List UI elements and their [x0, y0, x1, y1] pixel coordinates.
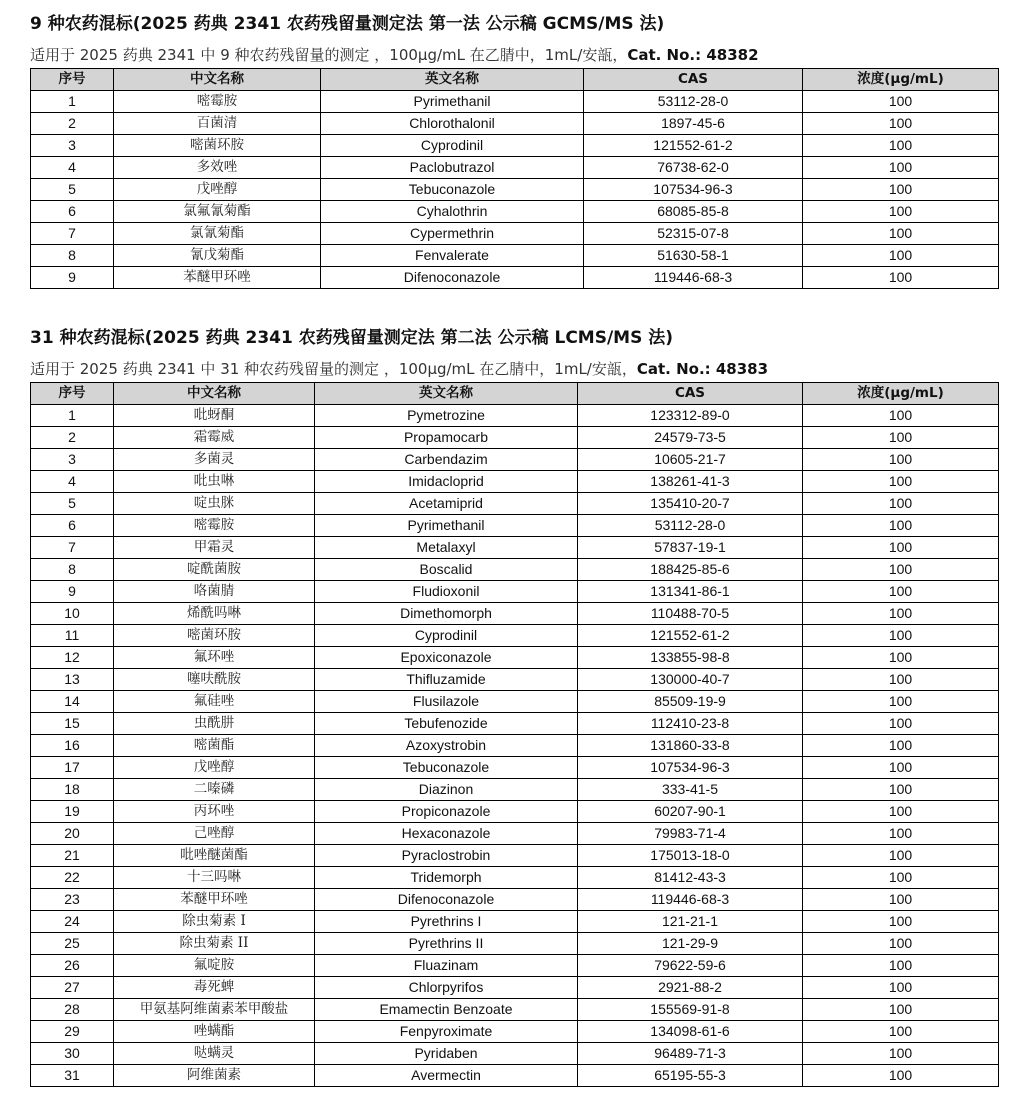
cell-concentration: 100 — [803, 405, 999, 427]
cell-cas: 134098-61-6 — [578, 1021, 803, 1043]
cell-concentration: 100 — [803, 157, 999, 179]
cell-english-name: Fenpyroximate — [315, 1021, 578, 1043]
cell-cas: 107534-96-3 — [578, 757, 803, 779]
cell-concentration: 100 — [803, 267, 999, 289]
cell-english-name: Azoxystrobin — [315, 735, 578, 757]
cell-cas: 112410-23-8 — [578, 713, 803, 735]
cell-chinese-name: 苯醚甲环唑 — [114, 889, 315, 911]
cell-cas: 135410-20-7 — [578, 493, 803, 515]
cell-concentration: 100 — [803, 1021, 999, 1043]
table-row — [31, 157, 999, 179]
table-row — [31, 691, 999, 713]
table-row — [31, 201, 999, 223]
cell-cas: 96489-71-3 — [578, 1043, 803, 1065]
cell-index: 9 — [31, 581, 114, 603]
table-row — [31, 757, 999, 779]
subtitle-text: 适用于 2025 药典 2341 中 31 种农药残留量的测定 ，100μg/mL 在乙腈中，1mL/安瓿， — [30, 360, 637, 378]
cell-chinese-name: 多菌灵 — [114, 449, 315, 471]
cell-index: 17 — [31, 757, 114, 779]
cell-index: 3 — [31, 449, 114, 471]
cell-concentration: 100 — [803, 581, 999, 603]
cell-concentration: 100 — [803, 691, 999, 713]
cell-concentration: 100 — [803, 867, 999, 889]
cell-chinese-name: 氰戊菊酯 — [114, 245, 321, 267]
table-row — [31, 493, 999, 515]
cell-index: 28 — [31, 999, 114, 1021]
cell-chinese-name: 除虫菊素 I — [114, 911, 315, 933]
header-cas: CAS — [578, 383, 803, 405]
cell-chinese-name: 哒螨灵 — [114, 1043, 315, 1065]
cell-concentration: 100 — [803, 537, 999, 559]
cell-index: 24 — [31, 911, 114, 933]
cell-concentration: 100 — [803, 427, 999, 449]
table-row — [31, 911, 999, 933]
cell-concentration: 100 — [803, 1043, 999, 1065]
cell-chinese-name: 阿维菌素 — [114, 1065, 315, 1087]
table-row — [31, 113, 999, 135]
cell-cas: 76738-62-0 — [584, 157, 803, 179]
cell-index: 20 — [31, 823, 114, 845]
cell-chinese-name: 多效唑 — [114, 157, 321, 179]
cell-english-name: Propamocarb — [315, 427, 578, 449]
cell-concentration: 100 — [803, 603, 999, 625]
cell-concentration: 100 — [803, 801, 999, 823]
table-row — [31, 801, 999, 823]
cell-concentration: 100 — [803, 933, 999, 955]
cell-chinese-name: 氟啶胺 — [114, 955, 315, 977]
table-row — [31, 405, 999, 427]
header-index: 序号 — [31, 383, 114, 405]
cell-english-name: Emamectin Benzoate — [315, 999, 578, 1021]
cell-english-name: Diazinon — [315, 779, 578, 801]
cell-concentration: 100 — [803, 779, 999, 801]
cell-index: 5 — [31, 179, 114, 201]
table-row — [31, 1065, 999, 1087]
cell-index: 10 — [31, 603, 114, 625]
table-row — [31, 135, 999, 157]
cell-concentration: 100 — [803, 471, 999, 493]
cell-cas: 155569-91-8 — [578, 999, 803, 1021]
cell-english-name: Pyraclostrobin — [315, 845, 578, 867]
cell-english-name: Epoxiconazole — [315, 647, 578, 669]
cell-cas: 81412-43-3 — [578, 867, 803, 889]
cell-chinese-name: 嘧霉胺 — [114, 91, 321, 113]
cell-concentration: 100 — [803, 559, 999, 581]
cell-english-name: Thifluzamide — [315, 669, 578, 691]
table-row — [31, 427, 999, 449]
cell-concentration: 100 — [803, 515, 999, 537]
cell-english-name: Tebuconazole — [315, 757, 578, 779]
cell-index: 26 — [31, 955, 114, 977]
cell-cas: 24579-73-5 — [578, 427, 803, 449]
cell-index: 7 — [31, 537, 114, 559]
cell-chinese-name: 丙环唑 — [114, 801, 315, 823]
section-subtitle — [30, 44, 998, 66]
cell-index: 6 — [31, 201, 114, 223]
cell-cas: 121552-61-2 — [578, 625, 803, 647]
cell-index: 4 — [31, 471, 114, 493]
table-row — [31, 1021, 999, 1043]
cell-chinese-name: 吡蚜酮 — [114, 405, 315, 427]
cell-chinese-name: 霜霉威 — [114, 427, 315, 449]
cell-chinese-name: 二嗪磷 — [114, 779, 315, 801]
cell-cas: 188425-85-6 — [578, 559, 803, 581]
cell-chinese-name: 苯醚甲环唑 — [114, 267, 321, 289]
cell-index: 21 — [31, 845, 114, 867]
cell-concentration: 100 — [803, 179, 999, 201]
cell-chinese-name: 十三吗啉 — [114, 867, 315, 889]
table-row — [31, 845, 999, 867]
cell-index: 8 — [31, 559, 114, 581]
cell-index: 25 — [31, 933, 114, 955]
table-row — [31, 647, 999, 669]
cell-concentration: 100 — [803, 955, 999, 977]
cell-index: 12 — [31, 647, 114, 669]
cell-index: 30 — [31, 1043, 114, 1065]
cell-chinese-name: 吡唑醚菌酯 — [114, 845, 315, 867]
cell-english-name: Pyrimethanil — [321, 91, 584, 113]
cell-english-name: Tebuconazole — [321, 179, 584, 201]
header-chinese-name: 中文名称 — [114, 69, 321, 91]
cell-index: 22 — [31, 867, 114, 889]
cell-cas: 79983-71-4 — [578, 823, 803, 845]
cell-english-name: Paclobutrazol — [321, 157, 584, 179]
cell-concentration: 100 — [803, 977, 999, 999]
cell-concentration: 100 — [803, 845, 999, 867]
cell-english-name: Pyrethrins II — [315, 933, 578, 955]
cell-cas: 107534-96-3 — [584, 179, 803, 201]
section-title: 9 种农药混标(2025 药典 2341 农药残留量测定法 第一法 公示稿 GCMS/MS 法) — [30, 14, 665, 34]
cell-chinese-name: 唑螨酯 — [114, 1021, 315, 1043]
table-row — [31, 471, 999, 493]
cell-concentration: 100 — [803, 223, 999, 245]
cell-english-name: Tridemorph — [315, 867, 578, 889]
cell-index: 15 — [31, 713, 114, 735]
table-row — [31, 977, 999, 999]
table-row — [31, 823, 999, 845]
cell-concentration: 100 — [803, 1065, 999, 1087]
table-row — [31, 779, 999, 801]
cell-cas: 79622-59-6 — [578, 955, 803, 977]
compound-table — [30, 382, 999, 1087]
table-header-row — [31, 383, 999, 405]
cell-chinese-name: 虫酰肼 — [114, 713, 315, 735]
section-title: 31 种农药混标(2025 药典 2341 农药残留量测定法 第二法 公示稿 LCMS/MS 法) — [30, 328, 674, 348]
cell-english-name: Cypermethrin — [321, 223, 584, 245]
table-row — [31, 603, 999, 625]
cell-cas: 121-29-9 — [578, 933, 803, 955]
cell-index: 31 — [31, 1065, 114, 1087]
cell-english-name: Metalaxyl — [315, 537, 578, 559]
table-row — [31, 559, 999, 581]
header-english-name: 英文名称 — [315, 383, 578, 405]
header-english-name: 英文名称 — [321, 69, 584, 91]
cell-english-name: Difenoconazole — [315, 889, 578, 911]
cell-concentration: 100 — [803, 449, 999, 471]
cell-cas: 85509-19-9 — [578, 691, 803, 713]
table-row — [31, 267, 999, 289]
cell-cas: 138261-41-3 — [578, 471, 803, 493]
cell-index: 14 — [31, 691, 114, 713]
cell-concentration: 100 — [803, 999, 999, 1021]
cell-english-name: Cyhalothrin — [321, 201, 584, 223]
cell-english-name: Dimethomorph — [315, 603, 578, 625]
cell-index: 5 — [31, 493, 114, 515]
cell-concentration: 100 — [803, 245, 999, 267]
cell-index: 1 — [31, 91, 114, 113]
cell-index: 23 — [31, 889, 114, 911]
cell-cas: 10605-21-7 — [578, 449, 803, 471]
cell-cas: 121552-61-2 — [584, 135, 803, 157]
cell-index: 2 — [31, 427, 114, 449]
header-concentration: 浓度(μg/mL) — [803, 69, 999, 91]
table-row — [31, 515, 999, 537]
cell-english-name: Hexaconazole — [315, 823, 578, 845]
cell-english-name: Flusilazole — [315, 691, 578, 713]
table-row — [31, 735, 999, 757]
cell-concentration: 100 — [803, 201, 999, 223]
table-row — [31, 625, 999, 647]
cell-chinese-name: 甲氨基阿维菌素苯甲酸盐 — [114, 999, 315, 1021]
cell-index: 2 — [31, 113, 114, 135]
cell-cas: 52315-07-8 — [584, 223, 803, 245]
cell-concentration: 100 — [803, 493, 999, 515]
cell-cas: 1897-45-6 — [584, 113, 803, 135]
table-row — [31, 889, 999, 911]
cell-english-name: Pyrimethanil — [315, 515, 578, 537]
cell-concentration: 100 — [803, 647, 999, 669]
cell-chinese-name: 毒死蜱 — [114, 977, 315, 999]
cell-english-name: Fludioxonil — [315, 581, 578, 603]
cell-chinese-name: 嘧菌环胺 — [114, 625, 315, 647]
cell-cas: 53112-28-0 — [584, 91, 803, 113]
cell-english-name: Pyridaben — [315, 1043, 578, 1065]
cell-concentration: 100 — [803, 757, 999, 779]
cell-index: 7 — [31, 223, 114, 245]
cell-index: 29 — [31, 1021, 114, 1043]
table-row — [31, 1043, 999, 1065]
cell-english-name: Fluazinam — [315, 955, 578, 977]
table-row — [31, 933, 999, 955]
table-row — [31, 581, 999, 603]
table-row — [31, 223, 999, 245]
cell-chinese-name: 吡虫啉 — [114, 471, 315, 493]
cell-chinese-name: 除虫菊素 II — [114, 933, 315, 955]
table-row — [31, 713, 999, 735]
cell-cas: 123312-89-0 — [578, 405, 803, 427]
cell-index: 19 — [31, 801, 114, 823]
cell-index: 1 — [31, 405, 114, 427]
cell-index: 8 — [31, 245, 114, 267]
cell-concentration: 100 — [803, 91, 999, 113]
cell-cas: 175013-18-0 — [578, 845, 803, 867]
cell-chinese-name: 氯氟氰菊酯 — [114, 201, 321, 223]
cell-cas: 119446-68-3 — [578, 889, 803, 911]
cell-english-name: Chlorpyrifos — [315, 977, 578, 999]
table-row — [31, 91, 999, 113]
table-row — [31, 179, 999, 201]
table-row — [31, 449, 999, 471]
cell-english-name: Pymetrozine — [315, 405, 578, 427]
cell-cas: 57837-19-1 — [578, 537, 803, 559]
cell-english-name: Fenvalerate — [321, 245, 584, 267]
table-row — [31, 669, 999, 691]
cell-english-name: Pyrethrins I — [315, 911, 578, 933]
cell-cas: 2921-88-2 — [578, 977, 803, 999]
cell-chinese-name: 啶酰菌胺 — [114, 559, 315, 581]
cell-cas: 60207-90-1 — [578, 801, 803, 823]
header-concentration: 浓度(μg/mL) — [803, 383, 999, 405]
cell-cas: 133855-98-8 — [578, 647, 803, 669]
table-row — [31, 537, 999, 559]
table-header-row — [31, 69, 999, 91]
table-row — [31, 245, 999, 267]
cell-english-name: Chlorothalonil — [321, 113, 584, 135]
cell-cas: 68085-85-8 — [584, 201, 803, 223]
cell-english-name: Boscalid — [315, 559, 578, 581]
cell-concentration: 100 — [803, 625, 999, 647]
cell-cas: 333-41-5 — [578, 779, 803, 801]
cell-chinese-name: 氯氰菊酯 — [114, 223, 321, 245]
cell-chinese-name: 噻呋酰胺 — [114, 669, 315, 691]
cell-english-name: Cyprodinil — [315, 625, 578, 647]
cell-english-name: Propiconazole — [315, 801, 578, 823]
cell-english-name: Tebufenozide — [315, 713, 578, 735]
cell-concentration: 100 — [803, 911, 999, 933]
cell-concentration: 100 — [803, 735, 999, 757]
cell-english-name: Cyprodinil — [321, 135, 584, 157]
cell-chinese-name: 咯菌腈 — [114, 581, 315, 603]
cell-chinese-name: 甲霜灵 — [114, 537, 315, 559]
header-cas: CAS — [584, 69, 803, 91]
cell-concentration: 100 — [803, 713, 999, 735]
cell-chinese-name: 嘧霉胺 — [114, 515, 315, 537]
table-row — [31, 999, 999, 1021]
cell-concentration: 100 — [803, 889, 999, 911]
cell-english-name: Carbendazim — [315, 449, 578, 471]
cell-english-name: Acetamiprid — [315, 493, 578, 515]
cell-concentration: 100 — [803, 823, 999, 845]
table-row — [31, 955, 999, 977]
section-subtitle — [30, 358, 998, 380]
cell-chinese-name: 戊唑醇 — [114, 179, 321, 201]
cell-index: 6 — [31, 515, 114, 537]
cell-cas: 121-21-1 — [578, 911, 803, 933]
cell-chinese-name: 烯酰吗啉 — [114, 603, 315, 625]
subtitle-text: 适用于 2025 药典 2341 中 9 种农药残留量的测定 ，100μg/mL 在乙腈中，1mL/安瓿， — [30, 46, 628, 64]
cell-cas: 110488-70-5 — [578, 603, 803, 625]
cell-cas: 65195-55-3 — [578, 1065, 803, 1087]
header-chinese-name: 中文名称 — [114, 383, 315, 405]
cell-english-name: Difenoconazole — [321, 267, 584, 289]
cell-cas: 53112-28-0 — [578, 515, 803, 537]
catalog-number: Cat. No.: 48382 — [627, 46, 759, 64]
section-lcms-mix — [30, 326, 998, 1087]
cell-chinese-name: 己唑醇 — [114, 823, 315, 845]
cell-cas: 119446-68-3 — [584, 267, 803, 289]
cell-chinese-name: 嘧菌环胺 — [114, 135, 321, 157]
cell-concentration: 100 — [803, 113, 999, 135]
cell-index: 16 — [31, 735, 114, 757]
cell-chinese-name: 嘧菌酯 — [114, 735, 315, 757]
cell-cas: 131341-86-1 — [578, 581, 803, 603]
cell-english-name: Imidacloprid — [315, 471, 578, 493]
cell-concentration: 100 — [803, 669, 999, 691]
cell-chinese-name: 氟环唑 — [114, 647, 315, 669]
cell-cas: 51630-58-1 — [584, 245, 803, 267]
cell-chinese-name: 啶虫脒 — [114, 493, 315, 515]
cell-chinese-name: 戊唑醇 — [114, 757, 315, 779]
cell-chinese-name: 氟硅唑 — [114, 691, 315, 713]
cell-index: 9 — [31, 267, 114, 289]
cell-english-name: Avermectin — [315, 1065, 578, 1087]
cell-index: 13 — [31, 669, 114, 691]
cell-index: 3 — [31, 135, 114, 157]
cell-chinese-name: 百菌清 — [114, 113, 321, 135]
cell-cas: 131860-33-8 — [578, 735, 803, 757]
cell-index: 27 — [31, 977, 114, 999]
cell-concentration: 100 — [803, 135, 999, 157]
cell-index: 11 — [31, 625, 114, 647]
section-gcms-mix — [30, 12, 998, 289]
compound-table — [30, 68, 999, 289]
cell-index: 18 — [31, 779, 114, 801]
cell-index: 4 — [31, 157, 114, 179]
catalog-number: Cat. No.: 48383 — [636, 360, 769, 378]
cell-cas: 130000-40-7 — [578, 669, 803, 691]
table-row — [31, 867, 999, 889]
header-index: 序号 — [31, 69, 114, 91]
